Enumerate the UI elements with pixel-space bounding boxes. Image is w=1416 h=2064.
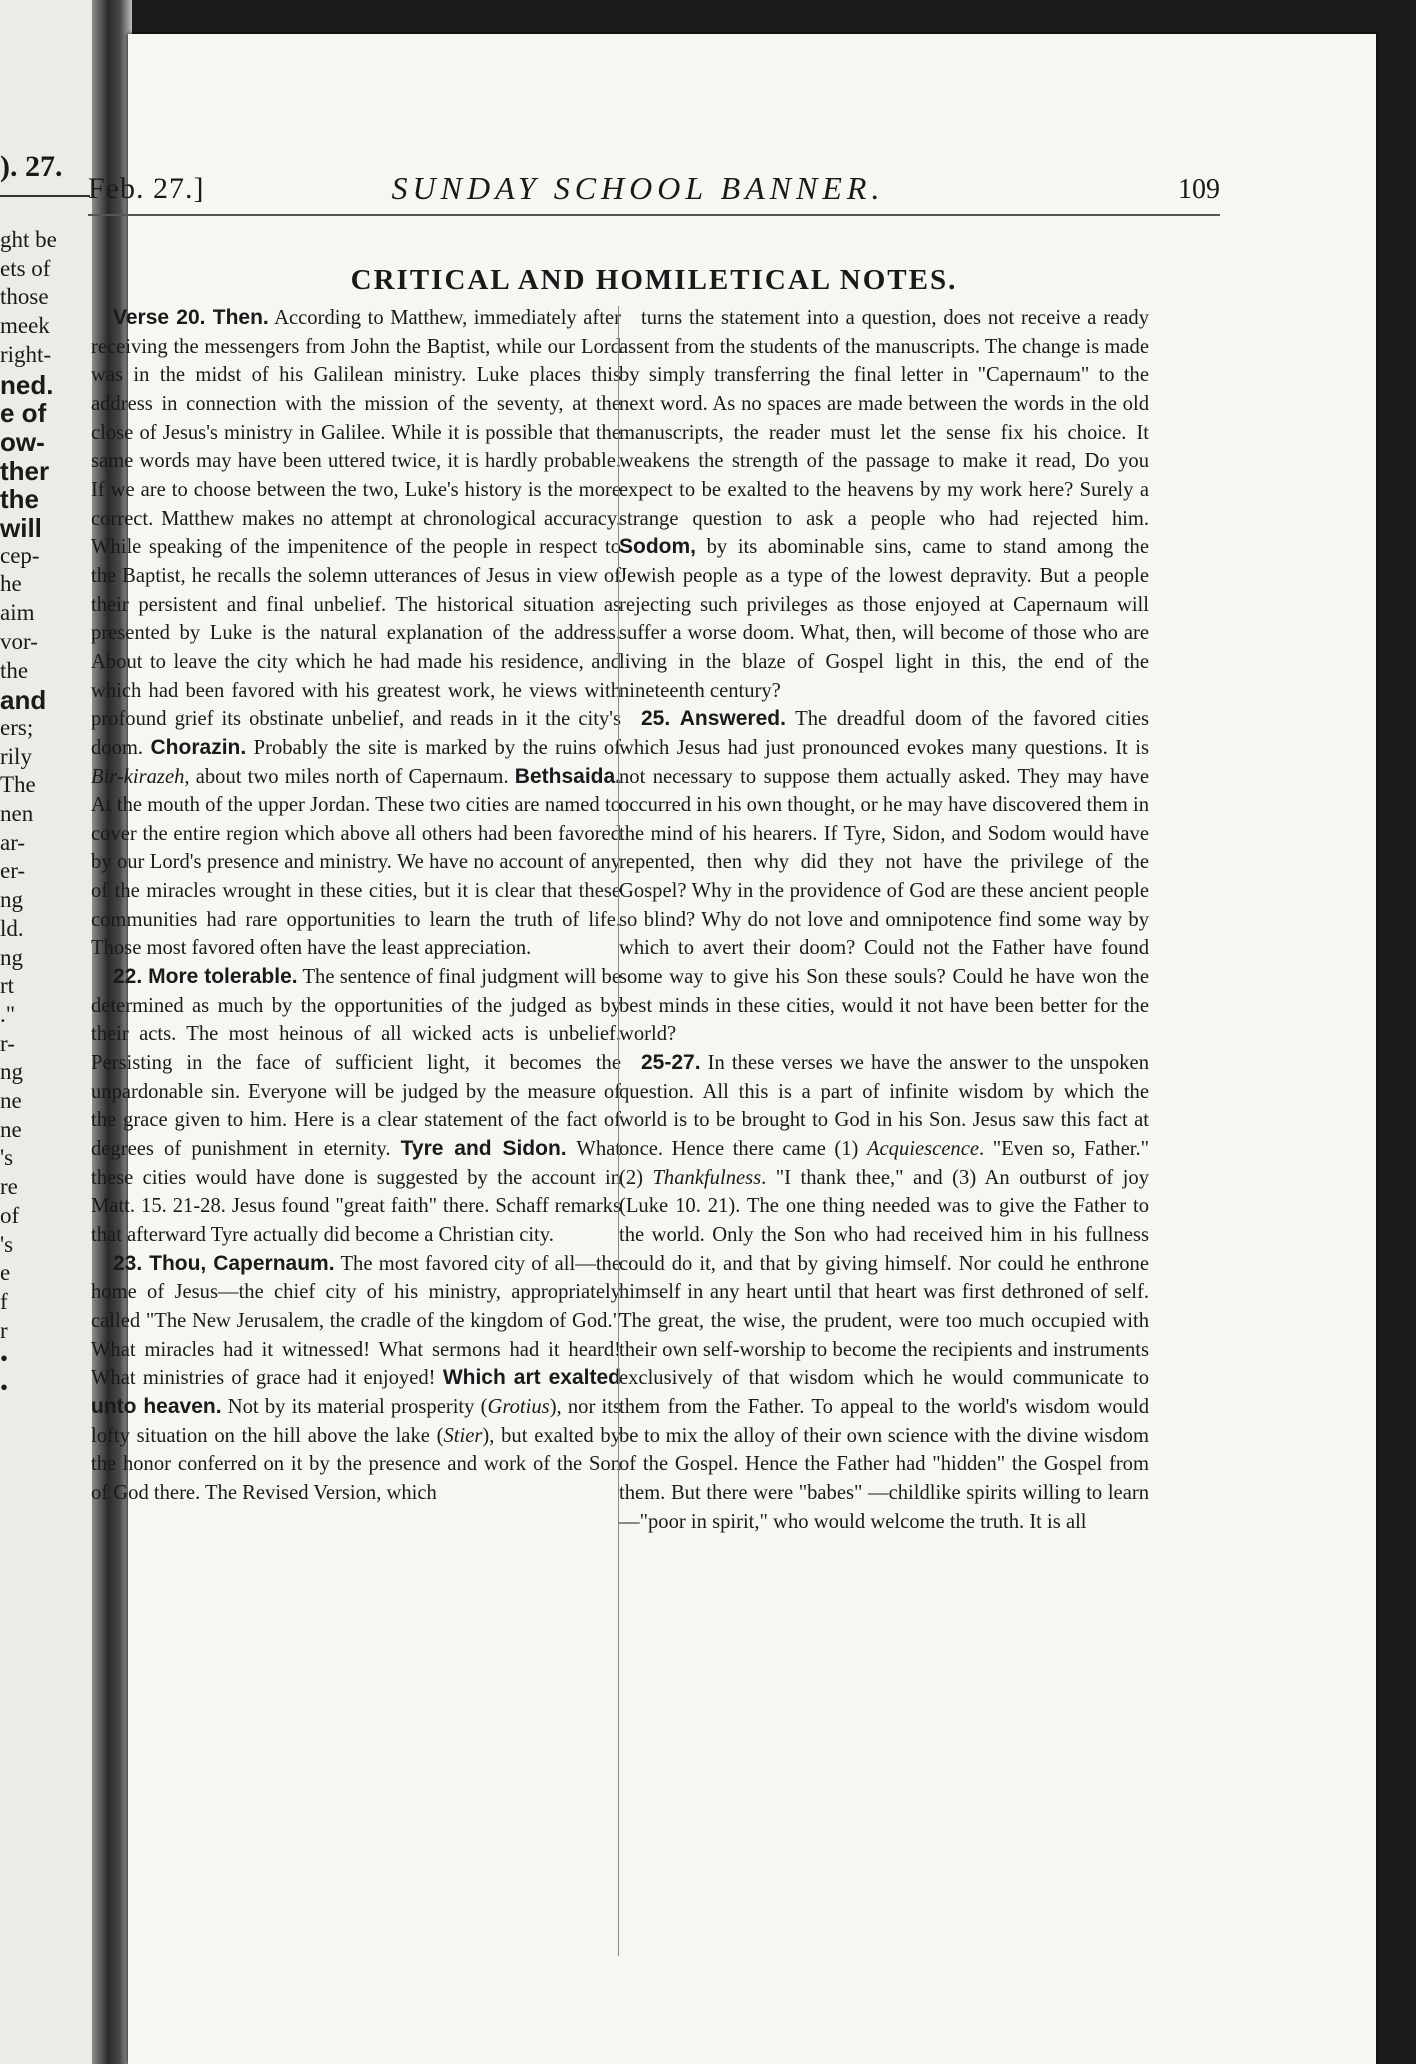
facing-page-fragment: ght be: [0, 227, 57, 252]
facing-page-fragment: r: [0, 1317, 8, 1343]
italic-text: Thankfulness: [652, 1166, 762, 1189]
facing-page-fragment: the: [0, 484, 39, 515]
paragraph: [619, 304, 1149, 705]
facing-page-fragment: those: [0, 284, 49, 310]
facing-page-fragment: ned.: [0, 369, 54, 400]
paragraph: [91, 1250, 621, 1508]
facing-page-fragment: er-: [0, 858, 26, 884]
bold-heading: 25. Answered.: [641, 707, 786, 731]
facing-page-number: ). 27.: [0, 150, 63, 183]
paragraph: [91, 304, 621, 963]
body-text: The most favored city of all—the home of Jesus—the chief city of his ministry, appropriately called "The New Jerusalem, the cradle of the kingdom of God." What miracles had it witnessed! What sermons had it heard! What ministries of grace had it enjoyed!: [91, 1252, 621, 1390]
body-text: According to Matthew, immediately after receiving the messengers from John the Baptist, while our Lord was in the midst of his Galilean ministry. Luke places this address in connection with the mission of the seventy, at the close of Jesus's ministry in Galilee. While it is possible that the same words may have been uttered twice, it is hardly probable. If we are to choose between the two, Luke's history is the more correct. Matthew makes no attempt at chronological accuracy. While speaking of the impenitence of the people in respect to the Baptist, he recalls the solemn utterances of Jesus in view of their persistent and final unbelief. The historical situation as presented by Luke is the natural explanation of the address. About to leave the city which he had made his residence, and which had been favored with his greatest work, he views with profound grief its obstinate unbelief, and reads in it the city's doom.: [91, 307, 621, 759]
body-text: In these verses we have the answer to the unspoken question. All this is a part of infinite wisdom by which the world is to be brought to God in his Son. Jesus saw this fact at once. Hence there came (1): [619, 1052, 1149, 1161]
body-text: . "I thank thee," and (3) An outburst of joy (Luke 10. 21). The one thing needed was to give the Father to the world. Only the Son who had received him in his fullness could do it, and that by giving himself. Nor could he enthrone himself in any heart until that heart was first dethroned of self. The great, the wise, the prudent, were too much occupied with their own self-worship to become the recipients and instruments exclusively of that wisdom which he would communicate to them from the Father. To appeal to the world's wisdom would be to mix the alloy of their own science with the divine wisdom of the Gospel. Hence the Father had "hidden" the Gospel from them. But there were "babes" —childlike spirits willing to learn—"poor in spirit," who would welcome the truth. It is all: [619, 1166, 1149, 1533]
facing-page-fragment: e: [0, 1260, 11, 1286]
facing-page-fragment: ow-: [0, 426, 45, 457]
right-column: [619, 304, 1149, 1536]
bold-heading: Tyre and Sidon.: [400, 1137, 567, 1161]
header-date: Feb. 27.]: [88, 172, 205, 205]
header-rule: [88, 214, 1220, 216]
facing-page-fragment: ers;: [0, 714, 34, 740]
facing-page-edge: [0, 0, 92, 2064]
facing-page-fragment: cep-: [0, 542, 40, 568]
italic-text: Grotius: [487, 1395, 550, 1418]
facing-page-fragment: ther: [0, 455, 50, 486]
bold-heading: Which art exalted unto heaven.: [91, 1366, 621, 1418]
facing-page-fragment: meek: [0, 313, 50, 339]
facing-page-fragment: aim: [0, 600, 35, 626]
facing-page-fragment: he: [0, 571, 22, 597]
page-number: 109: [1178, 174, 1220, 205]
body-text: Not by its material prosperity (: [221, 1395, 488, 1418]
facing-page-fragment: vor-: [0, 628, 38, 654]
facing-page-rule: [0, 195, 90, 197]
bold-heading: Chorazin.: [150, 735, 247, 759]
bold-heading: 22. More tolerable.: [113, 965, 298, 989]
paragraph: [619, 705, 1149, 1049]
facing-page-fragment: the: [0, 657, 29, 683]
facing-page-fragment: of: [0, 1202, 20, 1228]
facing-page-fragment: •: [0, 1346, 9, 1372]
facing-page-fragment: •: [0, 1375, 9, 1400]
facing-page-fragment: right-: [0, 341, 52, 367]
body-text: turns the statement into a question, does not receive a ready assent from the students of the manuscripts. The change is made by simply transferring the final letter in "Capernaum" to the next word. As no spaces are made between the words in the old manuscripts, the reader must let the sense fix his choice. It weakens the strength of the passage to make it read, Do you expect to be exalted to the heavens by my work here? Surely a strange question to ask a people who had rejected him.: [619, 307, 1149, 530]
facing-page-fragment: nen: [0, 801, 34, 826]
facing-page-fragment: rily: [0, 743, 32, 769]
section-title: CRITICAL AND HOMILETICAL NOTES.: [350, 264, 958, 296]
body-text: The dreadful doom of the favored cities which Jesus had just pronounced evokes many questions. It is not necessary to suppose them actually asked. They may have occurred in his own thought, or he may have discovered them in the mind of his hearers. If Tyre, Sidon, and Sodom would have repented, then why did they not have the privilege of the Gospel? Why in the providence of God are these ancient people so blind? Why do not love and omnipotence find some way by which to avert their doom? Could not the Father have found some way to give his Son these souls? Could he have won the best minds in these cities, would it not have been better for the world?: [619, 708, 1149, 1046]
facing-page-fragment: ng: [0, 944, 23, 970]
body-text: , about two miles north of Capernaum.: [184, 765, 515, 788]
facing-page-fragment: ld.: [0, 915, 24, 941]
paragraph: [91, 963, 621, 1250]
facing-page-fragment: r-: [0, 1030, 15, 1056]
facing-page-fragment: f: [0, 1288, 8, 1314]
facing-page-fragment: 's: [0, 1145, 14, 1171]
body-text: ), nor its lofty situation on the hill above the lake (: [91, 1395, 621, 1447]
body-text: At the mouth of the upper Jordan. These two cities are named to cover the entire region which above all others had been favored by our Lord's presence and ministry. We have no account of any of the miracles wrought in these cities, but it is clear that these communities had rare opportunities to learn the truth of life. Those most favored often have the least appreciation.: [91, 794, 621, 960]
facing-page-fragment: rt: [0, 973, 15, 999]
bold-heading: Verse 20. Then.: [113, 306, 269, 329]
facing-page-fragment: ng: [0, 887, 23, 913]
facing-page-fragment: ne: [0, 1116, 22, 1142]
facing-page-fragment: and: [0, 685, 47, 716]
bold-heading: Sodom,: [619, 535, 696, 559]
facing-page-fragment: 's: [0, 1231, 14, 1257]
facing-page-fragment: ar-: [0, 829, 26, 855]
italic-text: Bir-kirazeh: [91, 765, 185, 788]
italic-text: Acquiescence: [866, 1138, 980, 1161]
bold-heading: 23. Thou, Capernaum.: [113, 1251, 335, 1275]
facing-page-fragment: ne: [0, 1088, 22, 1113]
bold-heading: Bethsaida.: [514, 764, 621, 788]
facing-page-fragment: ets of: [0, 255, 51, 281]
body-text: The sentence of final judgment will be determined as much by the opportunities of the judged as by their acts. The most heinous of all wicked acts is unbelief. Persisting in the face of sufficient light, it becomes the unpardonable sin. Everyone will be judged by the measure of the grace given to him. Here is a clear statement of the fact of degrees of punishment in eternity.: [91, 966, 621, 1161]
running-header: [88, 142, 1220, 222]
body-text: by its abominable sins, came to stand among the Jewish people as a type of the lowest depravity. But a people rejecting such privileges as those enjoyed at Capernaum will suffer a worse doom. What, then, will become of those who are living in the blaze of Gospel light in this, the end of the nineteenth century?: [619, 536, 1149, 702]
facing-page-fragment: ng: [0, 1059, 23, 1085]
body-text: . "Even so, Father." (2): [619, 1138, 1150, 1189]
paragraph: [619, 1049, 1149, 1536]
body-text: What these cities would have done is suggested by the account in Matt. 15. 21-28. Jesus found "great faith" there. Schaff remarks that afterward Tyre actually did become a Christian city.: [91, 1138, 622, 1246]
body-text: Probably the site is marked by the ruins of: [246, 736, 621, 759]
facing-page-fragment: .": [0, 1001, 16, 1027]
facing-page-fragment: will: [0, 513, 42, 543]
facing-page-fragment: re: [0, 1174, 18, 1200]
left-column: [91, 304, 621, 1508]
facing-page-fragment: The: [0, 772, 36, 798]
italic-text: Stier: [443, 1424, 483, 1447]
facing-page-fragment: e of: [0, 398, 47, 429]
body-text: ), but exalted by the honor conferred on it by the presence and work of the Son of God there. The Revised Version, which: [91, 1424, 621, 1504]
header-title: SUNDAY SCHOOL BANNER.: [391, 170, 885, 206]
bold-heading: 25-27.: [641, 1051, 701, 1075]
